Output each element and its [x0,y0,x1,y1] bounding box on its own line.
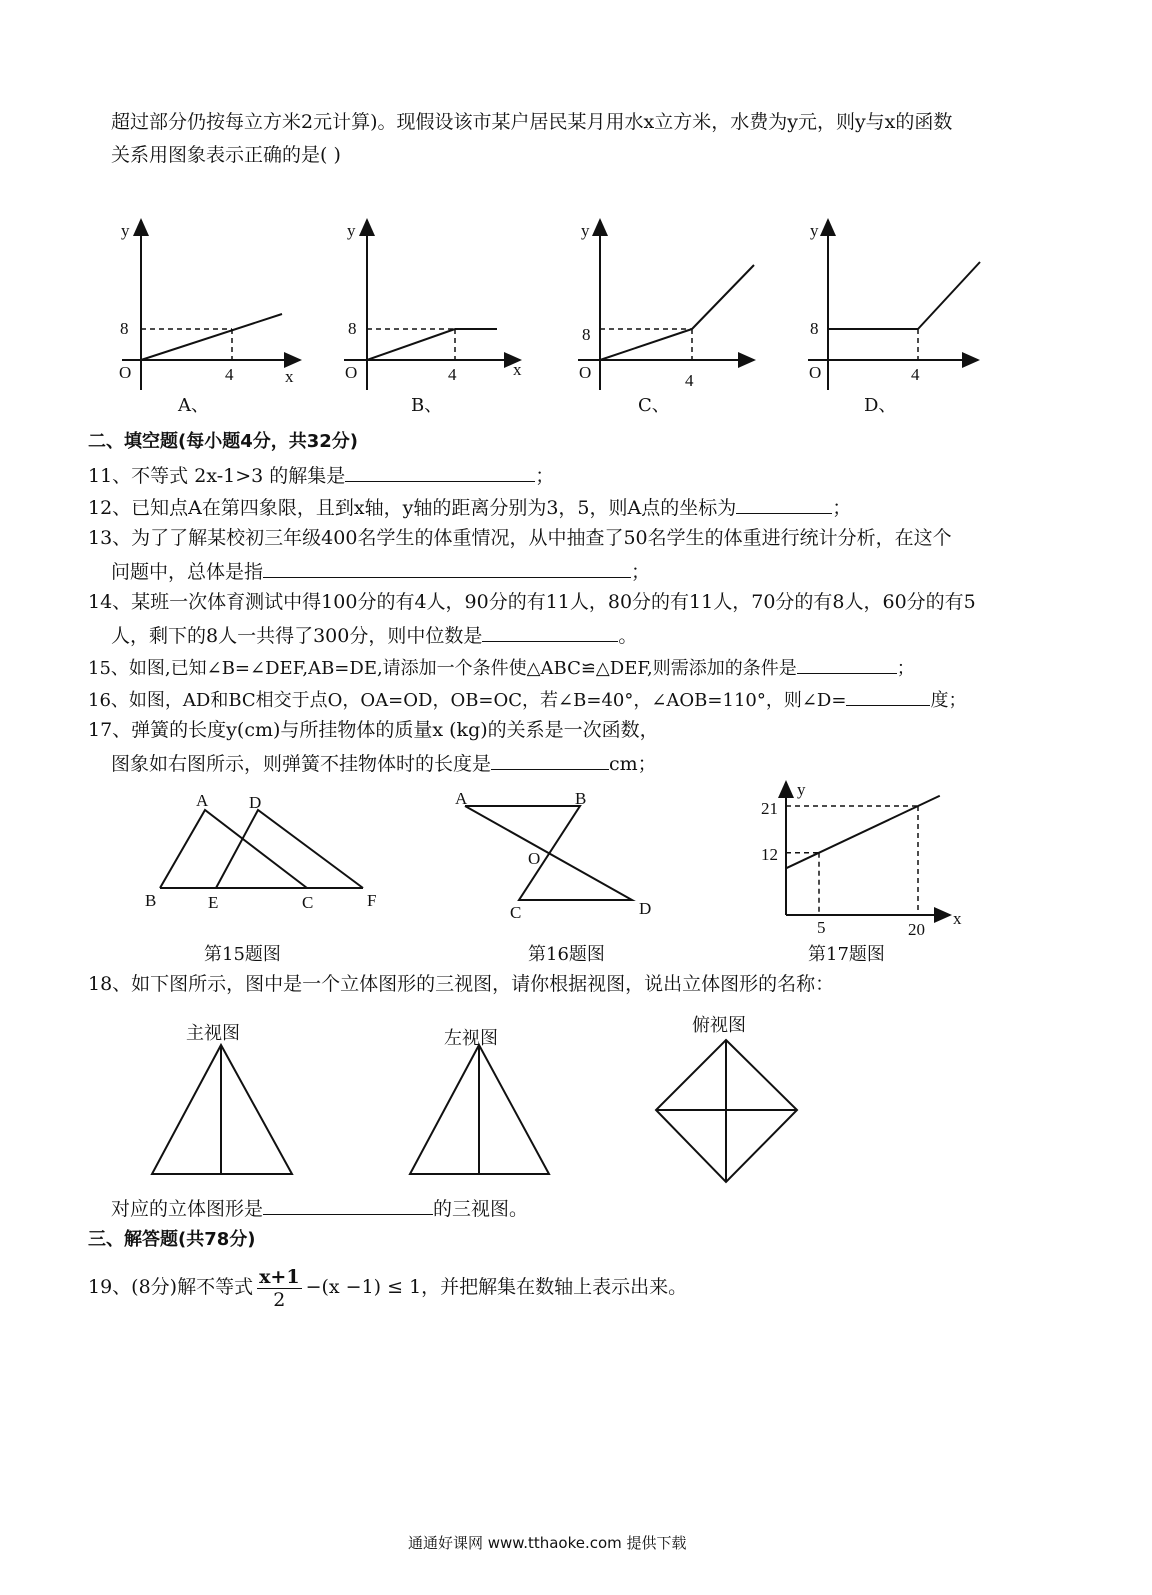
graph-a-x: x [285,367,294,386]
fig16-O: O [528,849,541,868]
option-d-label[interactable]: D、 [864,395,897,416]
q19-fraction: $\frac{x+1}{2}$ [259,1265,300,1311]
graph-d-8: 8 [810,319,819,338]
option-a-label[interactable]: A、 [178,395,209,416]
top-view-label: 俯视图 [692,1015,746,1036]
fig15-C: C [302,893,314,912]
fig15-F: F [367,891,377,910]
front-view [152,1045,292,1174]
option-c-label[interactable]: C、 [638,395,670,416]
q18-line1: 18、如下图所示，图中是一个立体图形的三视图，请你根据视图，说出立体图形的名称： [88,973,835,995]
fig16-caption: 第16题图 [528,944,605,965]
fig16-A: A [455,789,468,808]
q12: 12、已知点A在第四象限，且到x轴，y轴的距离分别为3，5，则A点的坐标为 ； [88,494,851,520]
q17-line1: 17、弹簧的长度y(cm)与所挂物体的质量x (kg)的关系是一次函数， [88,719,659,741]
footer: 通通好课网 www.tthaoke.com 提供下载 [408,1534,687,1552]
graph-c-o: O [579,363,592,382]
q18-answer-blank[interactable] [263,1195,433,1215]
graph-a-y: y [121,221,130,240]
graph-c-4: 4 [685,371,694,390]
q17-line2: 图象如右图所示，则弹簧不挂物体时的长度是 cm； [111,750,657,776]
graph-d-y: y [810,221,819,240]
fig17-y21: 21 [761,799,778,818]
fig15-A: A [196,791,209,810]
fig15-E: E [208,893,219,912]
side-view [410,1045,549,1174]
q11: 11、不等式 2x-1>3 的解集是 ； [88,462,554,488]
graph-b-o: O [345,363,358,382]
fig15-B: B [145,891,157,910]
section2-title: 二、填空题(每小题4分，共32分) [88,431,359,452]
fig16-D: D [639,899,652,918]
side-view-label: 左视图 [444,1028,498,1049]
fig16-C: C [510,903,522,922]
q14-line1: 14、某班一次体育测试中得100分的有4人，90分的有11人，80分的有11人，70分的有8人，60分的有5 [88,591,976,613]
q19: 19、(8分)解不等式 $\frac{x+1}{2}$ −(x −1) ≤ 1，并把解集在数轴上表示出来。 [88,1265,688,1311]
graph-a-4: 4 [225,365,234,384]
graph-c-8: 8 [582,325,591,344]
graph-b-x: x [513,360,522,379]
option-b-label[interactable]: B、 [411,395,443,416]
fig17-y12: 12 [761,845,778,864]
q10-line1: 超过部分仍按每立方米2元计算)。现假设该市某户居民某月用水x立方米，水费为y元，则y与x的函数 [111,111,953,133]
front-view-label: 主视图 [186,1023,240,1044]
q13-line1: 13、为了了解某校初三年级400名学生的体重情况，从中抽查了50名学生的体重进行统计分析，在这个 [88,527,952,549]
graph-d-4: 4 [911,365,920,384]
fig17-x20: 20 [908,920,925,939]
graph-a-8: 8 [120,319,129,338]
fig15-caption: 第15题图 [204,944,281,965]
fig15-D: D [249,793,262,812]
graph-c-y: y [581,221,590,240]
graph-d-o: O [809,363,822,382]
fig17-x5: 5 [817,918,826,937]
q10-line2: 关系用图象表示正确的是( ) [111,144,341,166]
graph-a-o: O [119,363,132,382]
graph-b-y: y [347,221,356,240]
graph-b-4: 4 [448,365,457,384]
fig17-y: y [797,780,806,799]
top-view [656,1040,797,1182]
section3-title: 三、解答题(共78分) [88,1229,256,1250]
graph-b-8: 8 [348,319,357,338]
q13-line2: 问题中，总体是指 ； [111,558,650,584]
fig17-caption: 第17题图 [808,944,885,965]
fig16-B: B [575,789,587,808]
q15: 15、如图,已知∠B=∠DEF,AB=DE,请添加一个条件使△ABC≌△DEF,则需添加的条件是 ； [88,654,915,681]
q16: 16、如图，AD和BC相交于点O，OA=OD，OB=OC，若∠B=40°，∠AOB=110°，则∠D= 度； [88,686,966,713]
q18-answer-line: 对应的立体图形是 的三视图。 [111,1195,528,1221]
q14-line2: 人，剩下的8人一共得了300分，则中位数是 。 [111,622,637,648]
fig17-x: x [953,909,962,928]
